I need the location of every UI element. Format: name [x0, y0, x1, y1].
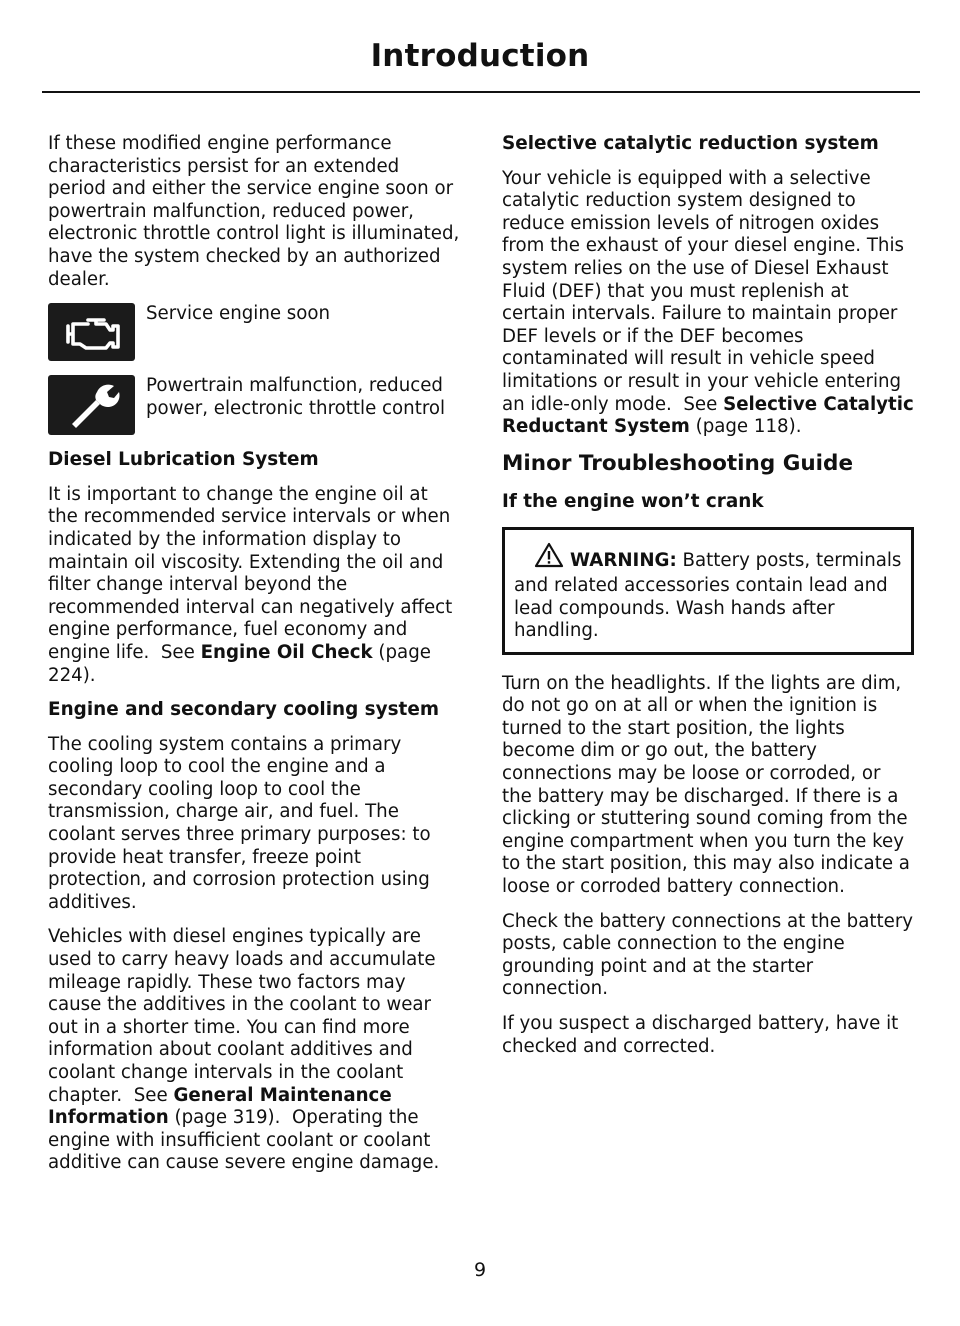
right-column: [502, 133, 914, 1070]
troubleshooting-paragraph-3: If you suspect a discharged battery, have it checked and corrected.: [502, 1013, 899, 1057]
intro-paragraph: If these modified engine performance characteristics persist for an extended period and either the service engine soon or powertrain malfunction, reduced power, electronic throttle control light is illuminated, have the system checked by an authorized dealer.: [48, 133, 460, 290]
section-heading-scr: Selective catalytic reduction system: [502, 133, 879, 154]
indicator-row-service-engine: [48, 303, 462, 361]
left-column: [48, 133, 462, 1187]
warning-text: Battery posts, terminals and related accessories contain lead and lead compounds. Wash hands after handling.: [514, 550, 902, 642]
diesel-lubrication-paragraph: It is important to change the engine oil at the recommended service intervals or when indicated by the information display to maintain oil viscosity. Extending the oil and filter change interval beyond the recommended interval can negatively affect engine performance, fuel economy and engine life. See Engine Oil Check (page 224).: [48, 483, 453, 686]
section-heading-cooling: Engine and secondary cooling system: [48, 699, 439, 721]
warning-box: [502, 527, 914, 654]
section-heading-diesel-lubrication: Diesel Lubrication System: [48, 449, 319, 471]
troubleshooting-paragraph-2: Check the battery connections at the battery posts, cable connection to the engine grounding point and at the starter connection.: [502, 910, 914, 1000]
indicator-label: Powertrain malfunction, reduced power, electronic throttle control: [146, 375, 446, 419]
troubleshooting-paragraph-1: Turn on the headlights. If the lights are dim, do not go on at all or when the ignition is turned to the start position, the lights become dim or go out, the battery connections may be loose or corroded, or the battery may be discharged. If there is a clicking or stuttering sound coming from the engine compartment when you turn the key to the start position, this may also indicate a loose or corroded battery connection.: [502, 672, 910, 898]
cooling-paragraph-2: Vehicles with diesel engines typically are used to carry heavy loads and accumulate mileage rapidly. These two factors may cause the additives in the coolant to wear out in a shorter time. You can find more information about coolant additives and coolant change intervals in the coolant chapter. See General Maintenance Information (page 319). Operating the engine with insufficient coolant or coolant additive can cause severe engine damage.: [48, 926, 440, 1174]
section-heading-troubleshooting: Minor Troubleshooting Guide: [502, 450, 854, 476]
cross-reference-link[interactable]: Selective Catalytic Reductant System: [502, 393, 914, 438]
subheading-engine-wont-crank: If the engine won’t crank: [502, 490, 764, 512]
indicator-label: Service engine soon: [146, 303, 331, 325]
header-divider: [42, 91, 920, 93]
page-title: Introduction: [370, 38, 590, 74]
cross-reference-link[interactable]: General Maintenance Information: [48, 1084, 392, 1129]
wrench-icon: [48, 375, 135, 435]
cooling-paragraph-1: The cooling system contains a primary cooling loop to cool the engine and a secondary cooling loop to cool the transmission, charge air, and fuel. The coolant serves three primary purposes: to provide heat transfer, freeze point protection, and corrosion protection using additives.: [48, 733, 431, 913]
warning-triangle-icon: [534, 542, 564, 575]
warning-label: WARNING:: [570, 550, 677, 572]
scr-paragraph: Your vehicle is equipped with a selective catalytic reduction system designed to reduce emission levels of nitrogen oxides from the exhaust of your diesel engine. This system relies on the use of Diesel Exhaust Fluid (DEF) that you must replenish at certain intervals. Failure to maintain proper DEF levels or if the DEF becomes contaminated will result in vehicle speed limitations or result in your vehicle entering an idle-only mode. See Selective Catalytic Reductant System (page 118).: [502, 167, 914, 438]
cross-reference-link[interactable]: Engine Oil Check: [200, 641, 373, 663]
check-engine-icon: [48, 303, 135, 361]
indicator-row-powertrain: [48, 375, 462, 435]
page-number: 9: [473, 1259, 487, 1281]
